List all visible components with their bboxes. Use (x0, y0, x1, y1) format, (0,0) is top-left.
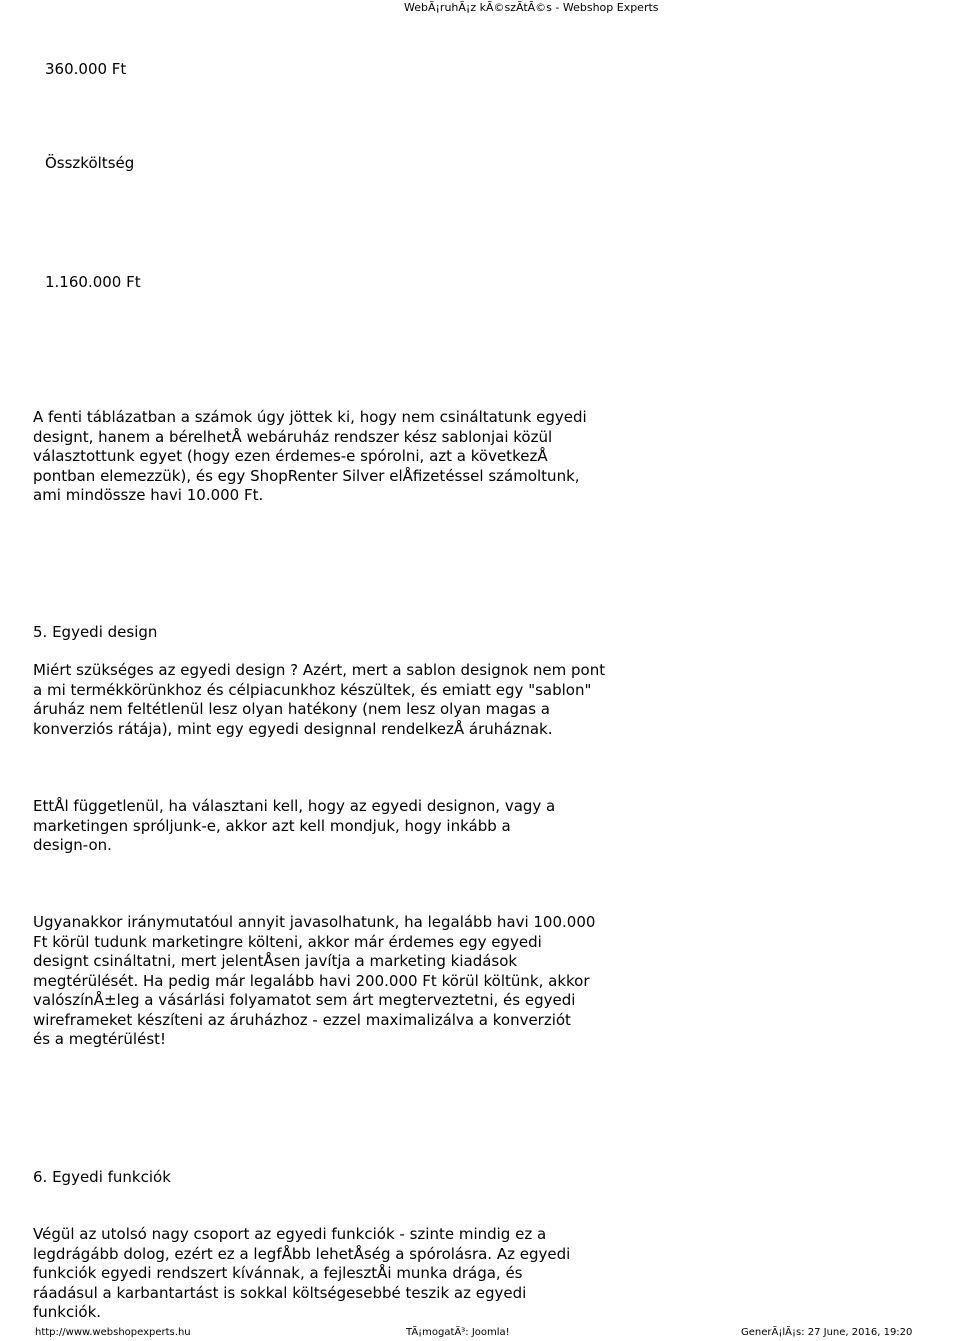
section-5-paragraph-2 (33, 797, 555, 856)
text-line: Ft körül tudunk marketingre költeni, akkor már érdemes egy egyedi (33, 932, 542, 951)
intro-paragraph (33, 408, 587, 506)
text-line: konverziós rátája), mint egy egyedi designnal rendelkezÅ áruháznak. (33, 719, 553, 738)
text-line: wireframeket készíteni az áruházhoz - ezzel maximalizálva a konverziót (33, 1010, 571, 1029)
page-header (0, 0, 960, 16)
footer-support: TÃ¡mogatÃ³: Joomla! (406, 1327, 510, 1338)
text-line: A fenti táblázatban a számok úgy jöttek ki, hogy nem csináltatunk egyedi (33, 408, 587, 426)
text-line: marketingen spróljunk-e, akkor azt kell mondjuk, hogy inkább a (33, 816, 511, 835)
text-line: funkciók. (33, 1303, 102, 1321)
text-line: és a megtérülést! (33, 1030, 167, 1048)
text-line: legdrágább dolog, ezért ez a legfÅbb lehetÅség a spórolásra. Az egyedi (33, 1244, 571, 1263)
text-line: Ugyanakkor iránymutatóul annyit javasolhatunk, ha legalább havi 100.000 (33, 913, 596, 931)
total-value: 1.160.000 Ft (45, 273, 141, 291)
text-line: funkciók egyedi rendszert kívánnak, a fejlesztÅi munka drága, és (33, 1264, 523, 1282)
header-title: WebÃ¡ruhÃ¡z kÃ©szÃtÃ©s - Webshop Experts (404, 1, 659, 14)
price-item: 360.000 Ft (45, 60, 127, 78)
text-line: a mi termékkörünkhoz és célpiacunkhoz készültek, és emiatt egy "sablon" (33, 680, 592, 699)
text-line: pontban elemezzük), és egy ShopRenter Silver elÅfizetéssel számoltunk, (33, 466, 580, 485)
total-label: Összköltség (45, 154, 135, 172)
text-line: EttÅl függetlenül, ha választani kell, hogy az egyedi designon, vagy a (33, 797, 556, 815)
text-line: Végül az utolsó nagy csoport az egyedi funkciók - szinte mindig ez a (33, 1225, 547, 1243)
section-6-heading: 6. Egyedi funkciók (33, 1168, 171, 1186)
text-line: Miért szükséges az egyedi design ? Azért, mert a sablon designok nem pont (33, 661, 606, 679)
text-line: designt csináltatni, mert jelentÅsen javítja a marketing kiadások (33, 952, 518, 970)
footer-generated: GenerÃ¡lÃ¡s: 27 June, 2016, 19:20 (741, 1327, 913, 1338)
footer-url[interactable]: http://www.webshopexperts.hu (35, 1327, 191, 1338)
text-line: választottunk egyet (hogy ezen érdemes-e spórolni, azt a következÅ (33, 447, 548, 465)
section-5-paragraph-1 (33, 661, 605, 739)
text-line: ami mindössze havi 10.000 Ft. (33, 486, 264, 504)
text-line: áruház nem feltétlenül lesz olyan hatékony (nem lesz olyan magas a (33, 700, 550, 718)
text-line: designt, hanem a bérelhetÅ webáruház rendszer kész sablonjai közül (33, 427, 553, 446)
text-line: design-on. (33, 836, 112, 854)
text-line: valószínÅ±leg a vásárlási folyamatot sem árt megterveztetni, és egyedi (33, 991, 576, 1009)
text-line: ráadásul a karbantartást is sokkal költségesebbé teszik az egyedi (33, 1283, 527, 1302)
section-5-paragraph-3 (33, 913, 595, 1050)
section-5-heading: 5. Egyedi design (33, 623, 158, 641)
text-line: megtérülését. Ha pedig már legalább havi 200.000 Ft körül költünk, akkor (33, 971, 590, 990)
section-6-paragraph (33, 1225, 570, 1323)
